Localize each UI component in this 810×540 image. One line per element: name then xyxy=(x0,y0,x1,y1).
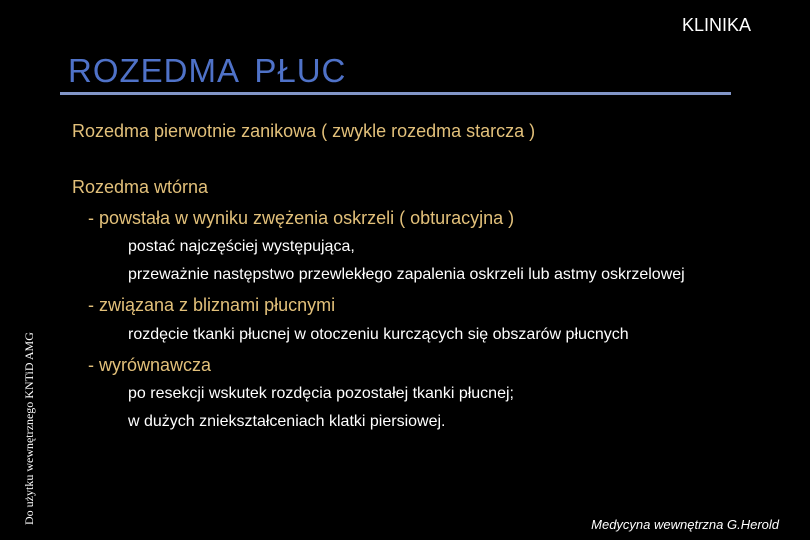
slide-title: ROZEDMA PŁUC xyxy=(68,52,347,89)
scar-subtype-label: - związana z bliznami płucnymi xyxy=(88,295,336,315)
obstructive-detail-1: postać najczęściej występująca, xyxy=(128,238,355,255)
side-note: Do użytku wewnętrznego KNTiD AMG xyxy=(22,332,36,525)
title-underline xyxy=(60,92,731,95)
obstructive-detail-2: przeważnie następstwo przewlekłego zapalenia oskrzeli lub astmy oskrzelowej xyxy=(128,266,685,283)
secondary-emphysema-heading: Rozedma wtórna xyxy=(72,177,209,197)
primary-emphysema-heading: Rozedma pierwotnie zanikowa ( zwykle rozedma starcza ) xyxy=(72,121,536,141)
source-credit: Medycyna wewnętrzna G.Herold xyxy=(591,517,779,532)
compensatory-detail-2: w dużych zniekształceniach klatki piersiowej. xyxy=(128,413,446,430)
header-tag: KLINIKA xyxy=(681,15,751,35)
obstructive-subtype-label: - powstała w wyniku zwężenia oskrzeli ( obturacyjna ) xyxy=(88,208,515,228)
compensatory-subtype-label: - wyrównawcza xyxy=(88,355,212,375)
scar-detail-1: rozdęcie tkanki płucnej w otoczeniu kurczących się obszarów płucnych xyxy=(128,326,629,343)
compensatory-detail-1: po resekcji wskutek rozdęcia pozostałej tkanki płucnej; xyxy=(128,385,514,402)
